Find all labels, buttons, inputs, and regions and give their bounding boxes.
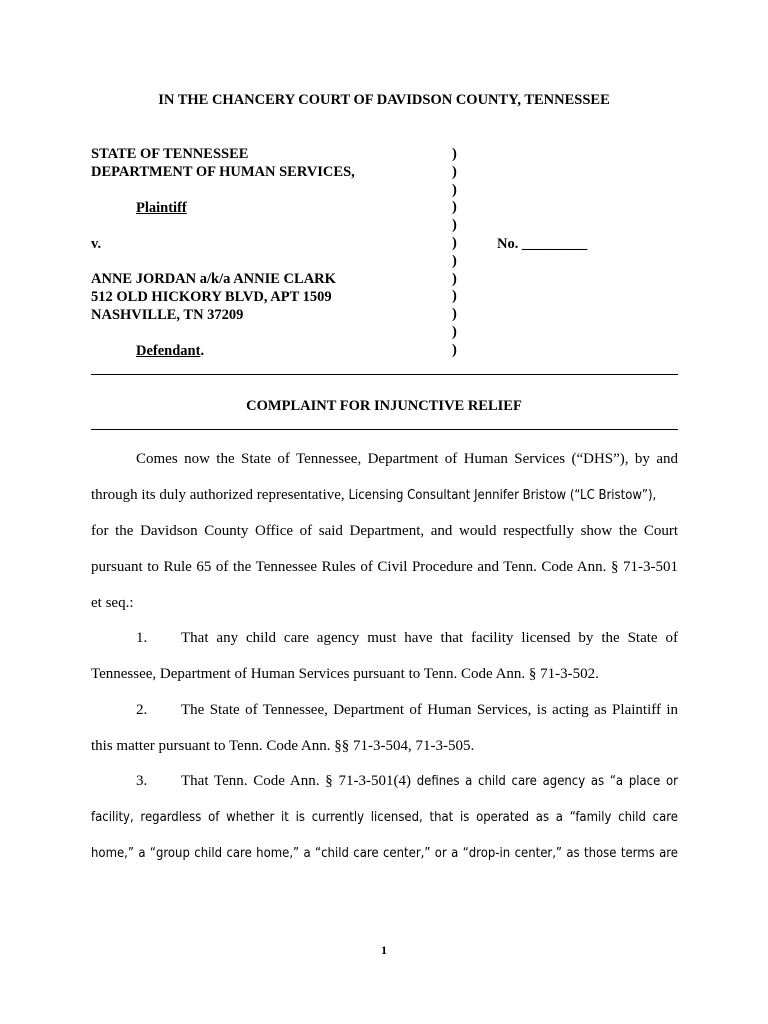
title-divider (91, 429, 678, 430)
caption-paren: ) (452, 234, 457, 251)
paragraph-3-line-1 (181, 773, 678, 790)
caption-paren: ) (452, 270, 457, 287)
paragraph-1-number: 1. (136, 630, 148, 646)
caption-paren: ) (452, 146, 457, 162)
intro-line-4: pursuant to Rule 65 of the Tennessee Rules of Civil Procedure and Tenn. Code Ann. § 71-3-501 (91, 559, 678, 575)
versus-label: v. (91, 236, 102, 252)
defendant-role-line (136, 343, 204, 360)
intro-line-2-representative: Licensing Consultant Jennifer Bristow (“LC Bristow”), (348, 488, 657, 503)
paragraph-3-definition: defines a child care agency as “a place or (416, 774, 678, 789)
defendant-role-period: . (200, 343, 205, 359)
case-number: No. _________ (497, 236, 588, 252)
caption-paren: ) (452, 323, 457, 340)
defendant-name: ANNE JORDAN a/k/a ANNIE CLARK (91, 271, 336, 287)
defendant-address-line2: NASHVILLE, TN 37209 (91, 307, 244, 323)
intro-line-2 (91, 487, 678, 504)
plaintiff-name-line1: STATE OF TENNESSEE (91, 146, 249, 162)
caption-paren: ) (452, 181, 457, 198)
paragraph-2-line-1: The State of Tennessee, Department of Human Services, is acting as Plaintiff in (181, 702, 678, 718)
caption-paren: ) (452, 252, 457, 269)
paragraph-1-line-1: That any child care agency must have that facility licensed by the State of (181, 630, 678, 646)
caption-paren: ) (452, 199, 457, 216)
defendant-address-line1: 512 OLD HICKORY BLVD, APT 1509 (91, 289, 332, 305)
intro-line-2-text: through its duly authorized representative, (91, 487, 345, 503)
complaint-title: COMPLAINT FOR INJUNCTIVE RELIEF (246, 398, 522, 414)
court-title: IN THE CHANCERY COURT OF DAVIDSON COUNTY, TENNESSEE (158, 92, 610, 108)
intro-line-5: et seq.: (91, 595, 134, 611)
paragraph-3-citation: That Tenn. Code Ann. § 71-3-501(4) (181, 773, 411, 789)
caption-paren: ) (452, 306, 457, 323)
caption-paren: ) (452, 217, 457, 234)
paragraph-1-line-2: Tennessee, Department of Human Services pursuant to Tenn. Code Ann. § 71-3-502. (91, 666, 599, 682)
defendant-role: Defendant (136, 343, 201, 359)
page-number: 1 (381, 943, 387, 957)
intro-line-1: Comes now the State of Tennessee, Department of Human Services (“DHS”), by and (136, 451, 678, 467)
plaintiff-name-line2: DEPARTMENT OF HUMAN SERVICES, (91, 164, 355, 180)
caption-paren: ) (452, 163, 457, 180)
caption-divider (91, 374, 678, 375)
paragraph-3-line-2: facility, regardless of whether it is currently licensed, that is operated as a “family child care (91, 810, 678, 825)
paragraph-2-number: 2. (136, 702, 148, 718)
caption-paren: ) (452, 288, 457, 305)
caption-parenthesis-column (452, 146, 464, 360)
paragraph-2-line-2: this matter pursuant to Tenn. Code Ann. §§ 71-3-504, 71-3-505. (91, 738, 475, 754)
paragraph-3-line-3: home,” a “group child care home,” a “child care center,” or a “drop-in center,” as those terms are (91, 846, 678, 861)
paragraph-3-number: 3. (136, 773, 148, 789)
caption-paren: ) (452, 341, 457, 358)
intro-line-3: for the Davidson County Office of said Department, and would respectfully show the Court (91, 523, 678, 539)
plaintiff-role: Plaintiff (136, 200, 187, 216)
